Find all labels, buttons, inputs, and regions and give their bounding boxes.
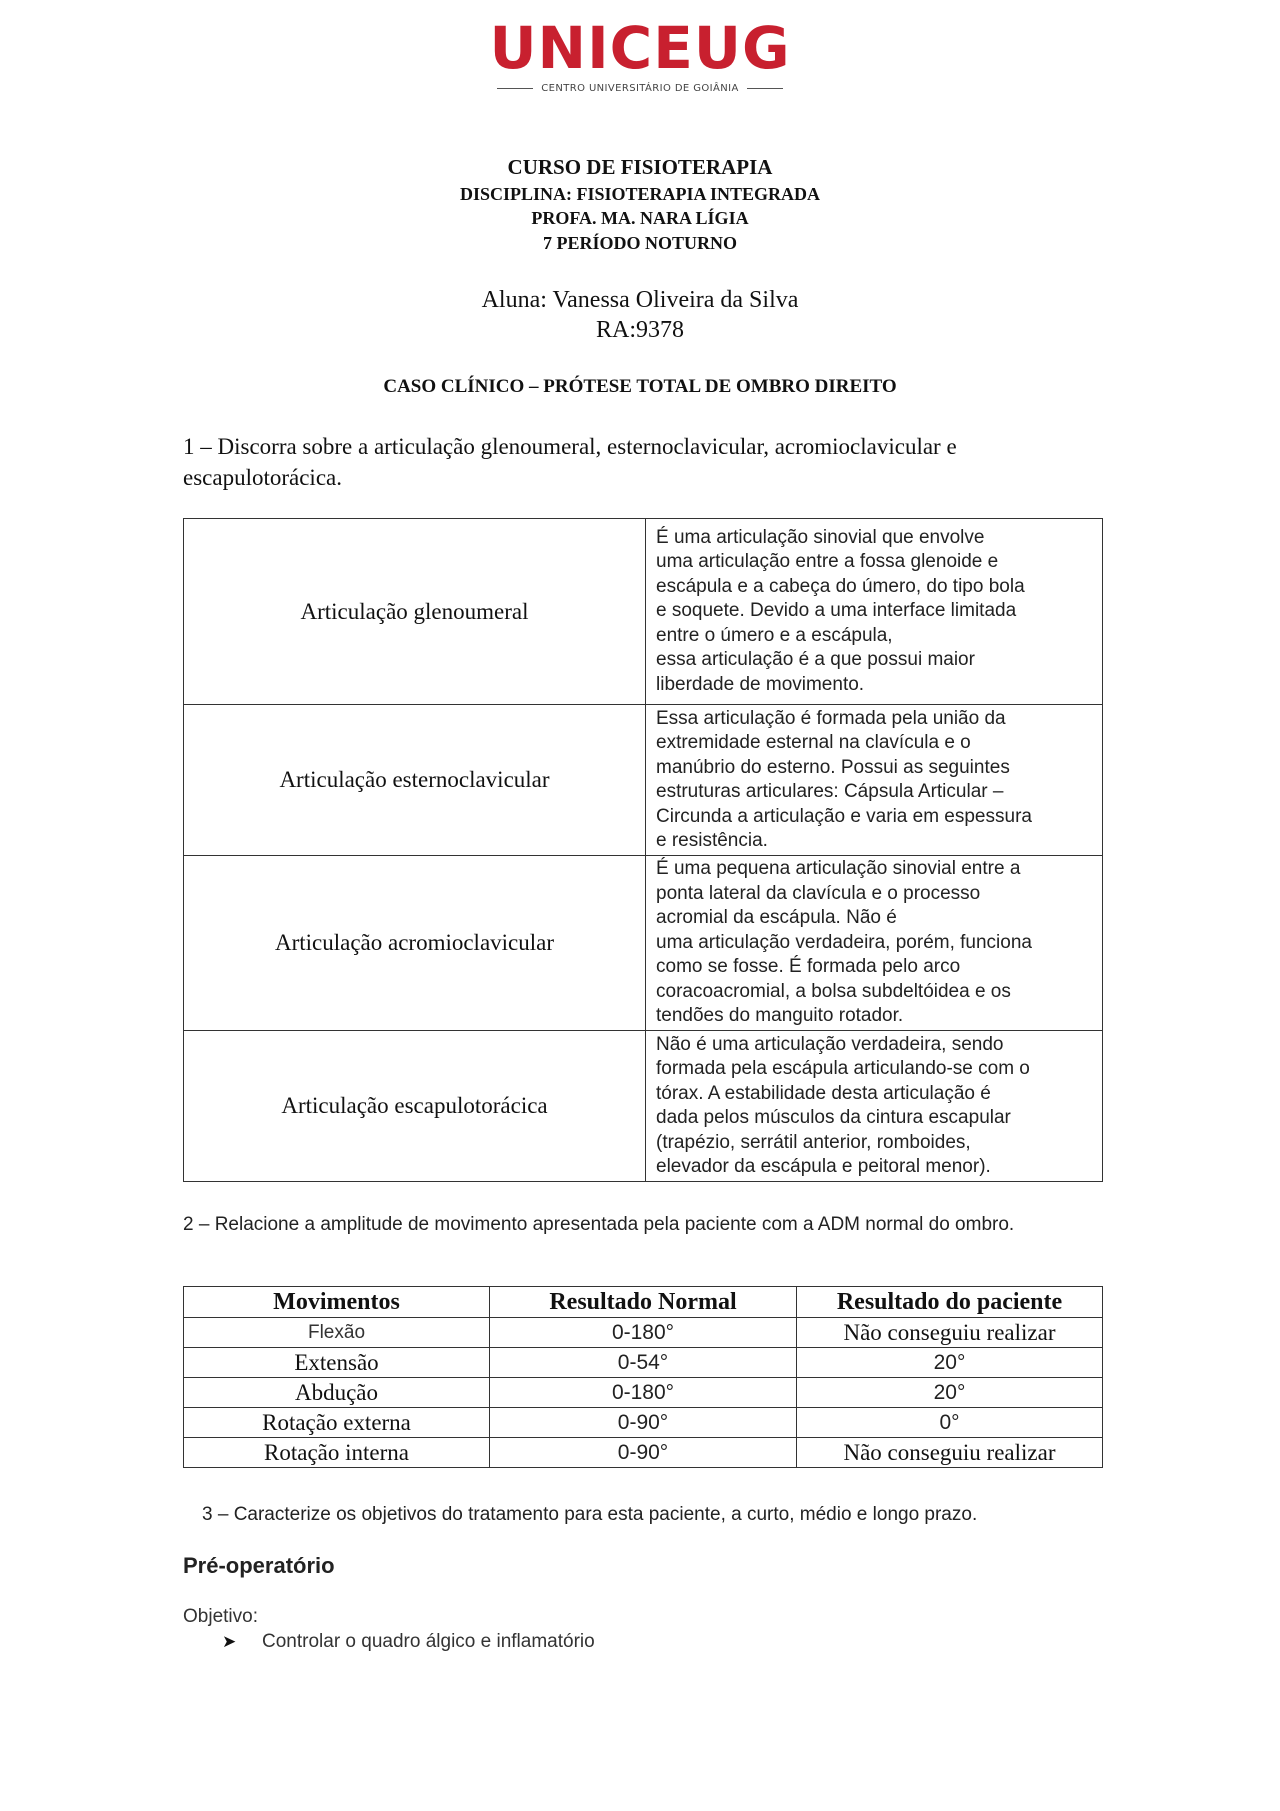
- arrow-bullet-icon: ➤: [222, 1632, 237, 1651]
- patient-cell: 0°: [797, 1408, 1103, 1438]
- movement-cell: Flexão: [184, 1318, 490, 1348]
- description-line: formada pela escápula articulando-se com o: [656, 1058, 1030, 1079]
- table-row: [184, 856, 1103, 1031]
- description-line: escápula e a cabeça do úmero, do tipo bola: [656, 575, 1025, 597]
- normal-cell: 0-180°: [490, 1378, 797, 1408]
- table-row: [184, 1031, 1103, 1182]
- description-line: estruturas articulares: Cápsula Articular –: [656, 781, 1004, 802]
- articulation-name: Articulação esternoclavicular: [184, 705, 646, 856]
- list-item: [222, 1631, 595, 1653]
- movement-cell: Rotação interna: [184, 1438, 490, 1468]
- course-title: CURSO DE FISIOTERAPIA: [507, 155, 773, 179]
- tagline-divider-left: [497, 88, 533, 89]
- student-name: Aluna: Vanessa Oliveira da Silva: [481, 287, 799, 313]
- table-row: [184, 1378, 1103, 1408]
- description-line: É uma articulação sinovial que envolve: [656, 526, 985, 548]
- description-line: liberdade de movimento.: [656, 673, 865, 695]
- rom-table: [183, 1286, 1103, 1468]
- description-line: acromial da escápula. Não é: [656, 907, 897, 929]
- description-line: manúbrio do esterno. Possui as seguintes: [656, 756, 1010, 778]
- articulations-table: [183, 518, 1103, 1182]
- professor-line: PROFA. MA. NARA LÍGIA: [531, 208, 749, 228]
- articulation-name: Articulação escapulotorácica: [184, 1031, 646, 1182]
- articulation-description: [646, 705, 1103, 856]
- objective-text: Controlar o quadro álgico e inflamatório: [262, 1631, 595, 1652]
- description-line: Essa articulação é formada pela união da: [656, 707, 1006, 729]
- description-line: extremidade esternal na clavícula e o: [656, 732, 971, 753]
- description-line: ponta lateral da clavícula e o processo: [656, 882, 981, 904]
- description-line: (trapézio, serrátil anterior, romboides,: [656, 1131, 971, 1153]
- table-row: [184, 1438, 1103, 1468]
- uniceug-logo: UNICEUG: [489, 14, 791, 82]
- description-line: e soquete. Devido a uma interface limitada: [656, 600, 1017, 622]
- section-title: Pré-operatório: [183, 1553, 335, 1578]
- articulation-description: [646, 856, 1103, 1031]
- header-patient-result: Resultado do paciente: [797, 1287, 1103, 1318]
- case-title: CASO CLÍNICO – PRÓTESE TOTAL DE OMBRO DIREITO: [383, 376, 897, 397]
- header-movements: Movimentos: [184, 1287, 490, 1318]
- table-row: [184, 705, 1103, 856]
- description-line: tendões do manguito rotador.: [656, 1005, 904, 1027]
- normal-cell: 0-180°: [490, 1318, 797, 1348]
- articulation-description: [646, 519, 1103, 705]
- objective-label: Objetivo:: [183, 1606, 258, 1627]
- table-row: [184, 1318, 1103, 1348]
- logo-tagline: CENTRO UNIVERSITÁRIO DE GOIÂNIA: [541, 83, 739, 94]
- description-line: uma articulação entre a fossa glenoide e: [656, 551, 999, 573]
- normal-cell: 0-90°: [490, 1438, 797, 1468]
- articulation-name: Articulação glenoumeral: [184, 519, 646, 705]
- table-row: [184, 519, 1103, 705]
- description-line: essa articulação é a que possui maior: [656, 649, 975, 671]
- patient-cell: 20°: [797, 1378, 1103, 1408]
- discipline-line: DISCIPLINA: FISIOTERAPIA INTEGRADA: [459, 184, 821, 204]
- question-2: 2 – Relacione a amplitude de movimento apresentada pela paciente com a ADM normal do ombro.: [183, 1214, 1015, 1235]
- table-header-row: [184, 1287, 1103, 1318]
- normal-cell: 0-54°: [490, 1348, 797, 1378]
- description-line: como se fosse. É formada pelo arco: [656, 956, 961, 978]
- patient-cell: Não conseguiu realizar: [797, 1318, 1103, 1348]
- student-ra: RA:9378: [595, 317, 684, 343]
- logo-tagline-row: [0, 83, 1280, 94]
- description-line: Circunda a articulação e varia em espessura: [656, 805, 1032, 827]
- description-line: tórax. A estabilidade desta articulação é: [656, 1082, 991, 1104]
- period-line: 7 PERÍODO NOTURNO: [542, 233, 737, 253]
- articulation-name: Articulação acromioclavicular: [184, 856, 646, 1031]
- question-3: 3 – Caracterize os objetivos do tratamento para esta paciente, a curto, médio e longo prazo.: [202, 1504, 978, 1525]
- movement-cell: Rotação externa: [184, 1408, 490, 1438]
- description-line: coracoacromial, a bolsa subdeltóidea e os: [656, 980, 1011, 1002]
- description-line: elevador da escápula e peitoral menor).: [656, 1156, 991, 1177]
- description-line: uma articulação verdadeira, porém, funciona: [656, 931, 1032, 953]
- articulation-description: [646, 1031, 1103, 1182]
- description-line: dada pelos músculos da cintura escapular: [656, 1107, 1011, 1128]
- table-row: [184, 1408, 1103, 1438]
- description-line: e resistência.: [656, 830, 768, 851]
- description-line: É uma pequena articulação sinovial entre a: [656, 858, 1021, 880]
- patient-cell: Não conseguiu realizar: [797, 1438, 1103, 1468]
- tagline-divider-right: [747, 88, 783, 89]
- movement-cell: Extensão: [184, 1348, 490, 1378]
- movement-cell: Abdução: [184, 1378, 490, 1408]
- description-line: Não é uma articulação verdadeira, sendo: [656, 1033, 1004, 1055]
- table-row: [184, 1348, 1103, 1378]
- header-normal-result: Resultado Normal: [490, 1287, 797, 1318]
- description-line: entre o úmero e a escápula,: [656, 624, 893, 646]
- patient-cell: 20°: [797, 1348, 1103, 1378]
- normal-cell: 0-90°: [490, 1408, 797, 1438]
- question-1: 1 – Discorra sobre a articulação glenoumeral, esternoclavicular, acromioclavicular e escapulotorácica.: [183, 434, 957, 490]
